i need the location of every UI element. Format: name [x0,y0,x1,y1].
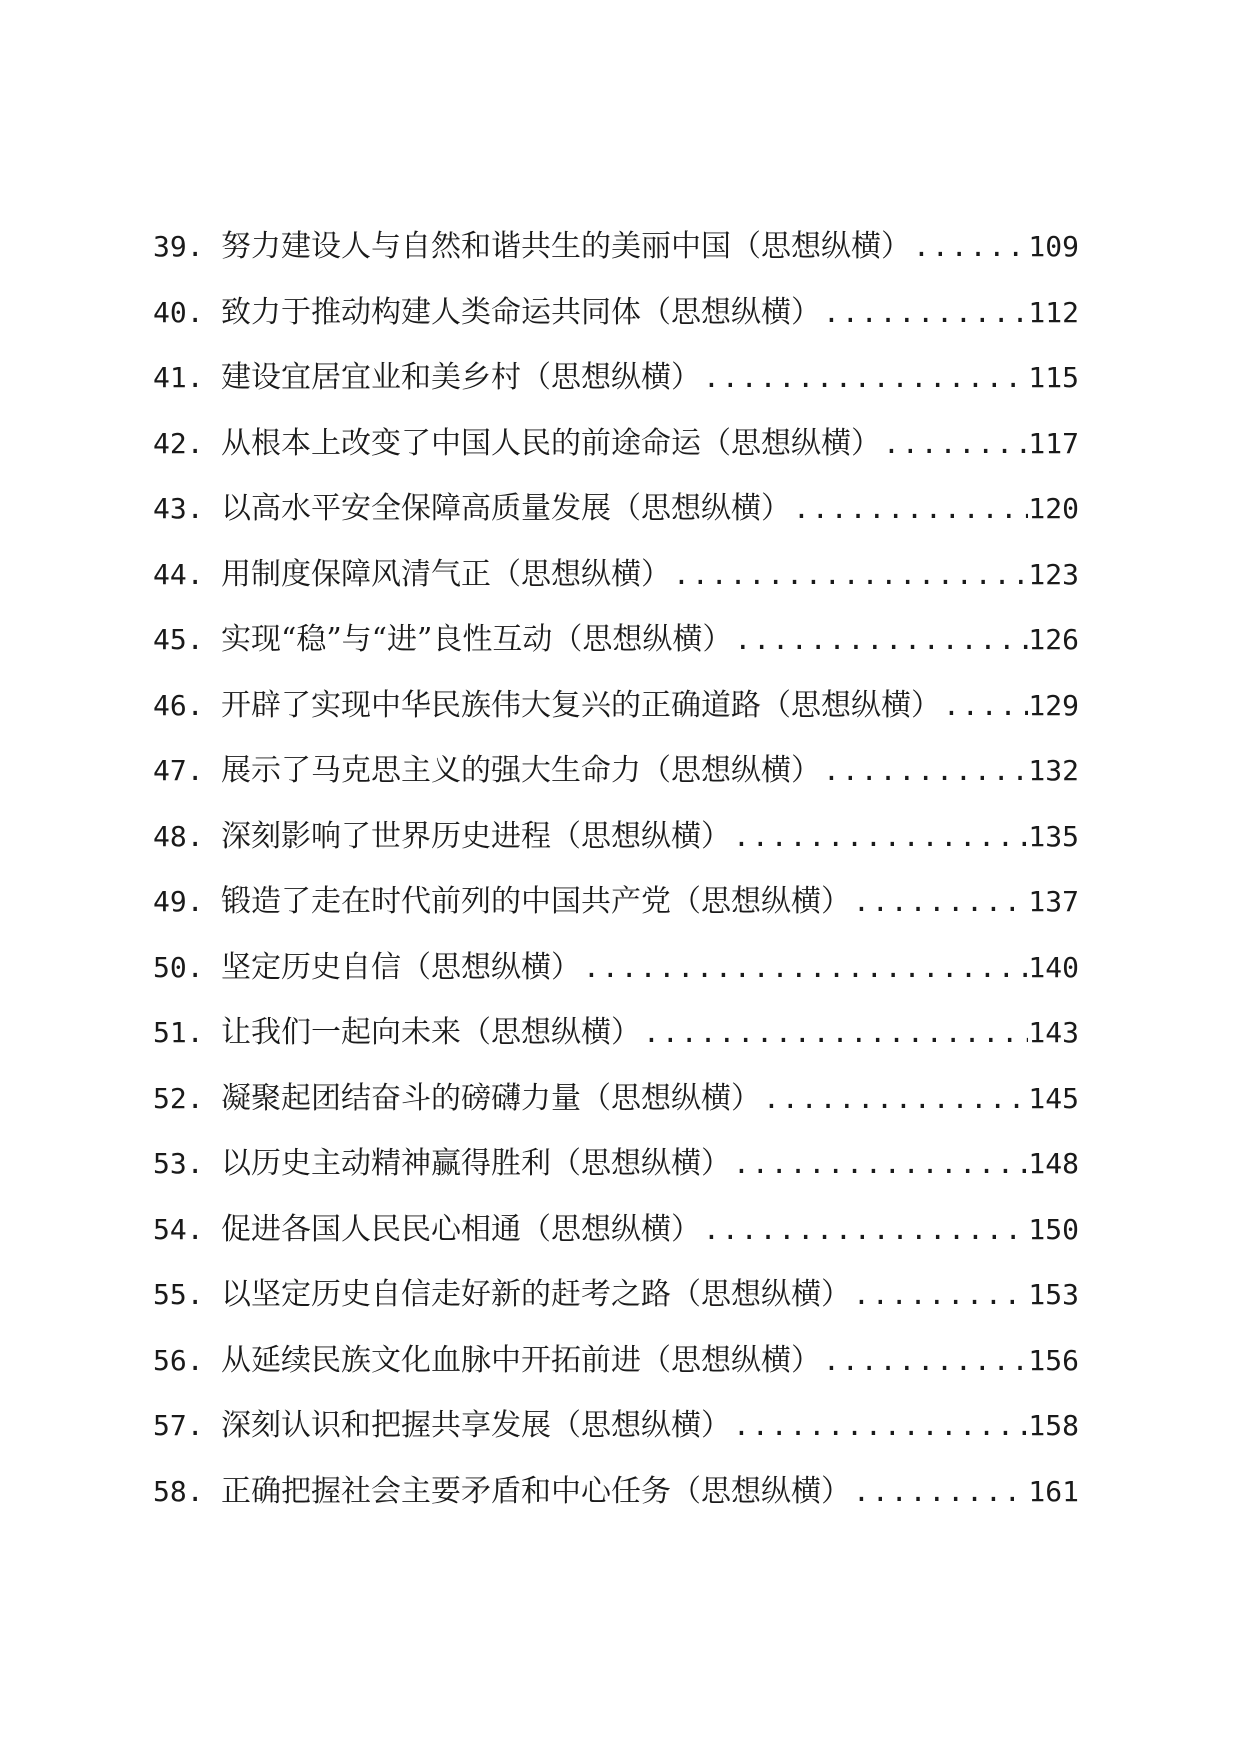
toc-entry-title: 凝聚起团结奋斗的磅礴力量（思想纵横） [221,1080,761,1116]
toc-dot-leader [732,607,1028,673]
toc-entry-55[interactable] [153,1262,1079,1328]
toc-entry-title: 坚定历史自信（思想纵横） [221,949,581,985]
toc-entry-page: 145 [1028,1081,1079,1115]
toc-entry-title: 努力建设人与自然和谐共生的美丽中国（思想纵横） [221,229,911,264]
toc-entry-53[interactable] [153,1131,1079,1197]
toc-entry-47[interactable] [153,738,1079,804]
toc-entry-number: 45. [153,623,204,656]
toc-dot-leader [821,738,1028,804]
toc-entry-page: 150 [1028,1212,1079,1246]
toc-entry-56[interactable] [153,1328,1079,1394]
toc-entry-46[interactable] [153,673,1079,739]
toc-entry-58[interactable] [153,1459,1079,1525]
toc-entry-number: 44. [153,557,204,591]
toc-dot-leader [941,673,1028,739]
toc-entry-title: 深刻认识和把握共享发展（思想纵横） [221,1408,731,1443]
toc-entry-page: 120 [1028,492,1079,525]
toc-entry-number: 58. [153,1474,204,1508]
toc-dot-leader [701,345,1028,411]
toc-entry-number: 40. [153,295,204,329]
toc-entry-number: 52. [153,1081,204,1115]
toc-entry-page: 143 [1028,1016,1079,1049]
toc-entry-page: 161 [1028,1474,1079,1508]
toc-entry-title: 深刻影响了世界历史进程（思想纵横） [221,818,731,854]
toc-entry-51[interactable] [153,1000,1079,1066]
toc-entry-title: 从根本上改变了中国人民的前途命运（思想纵横） [221,425,881,461]
toc-entry-45[interactable] [153,607,1079,673]
toc-entry-number: 43. [153,492,204,525]
toc-dot-leader [881,411,1028,477]
toc-dot-leader [701,1197,1028,1263]
toc-dot-leader [851,869,1028,935]
toc-entry-page: 153 [1028,1278,1079,1311]
toc-dot-leader [731,1393,1028,1459]
toc-entry-title: 以高水平安全保障高质量发展（思想纵横） [221,491,791,526]
toc-entry-page: 137 [1028,885,1079,918]
toc-entry-number: 50. [153,950,204,984]
toc-entry-39[interactable] [153,214,1079,280]
toc-entry-49[interactable] [153,869,1079,935]
toc-dot-leader [821,1328,1028,1394]
toc-entry-54[interactable] [153,1197,1079,1263]
toc-entry-number: 56. [153,1343,204,1377]
toc-entry-title: 以坚定历史自信走好新的赶考之路（思想纵横） [221,1277,851,1312]
toc-entry-number: 53. [153,1147,204,1180]
toc-entry-44[interactable] [153,542,1079,608]
toc-entry-50[interactable] [153,935,1079,1001]
toc-entry-title: 从延续民族文化血脉中开拓前进（思想纵横） [221,1342,821,1378]
toc-entry-52[interactable] [153,1066,1079,1132]
toc-entry-57[interactable] [153,1393,1079,1459]
toc-dot-leader [581,935,1028,1001]
toc-entry-40[interactable] [153,280,1079,346]
toc-entry-number: 49. [153,885,204,918]
toc-entry-title: 锻造了走在时代前列的中国共产党（思想纵横） [221,884,851,919]
toc-entry-title: 让我们一起向未来（思想纵横） [221,1015,641,1050]
toc-entry-title: 用制度保障风清气正（思想纵横） [221,556,671,592]
toc-entry-number: 57. [153,1409,204,1442]
toc-dot-leader [671,542,1028,608]
toc-entry-page: 126 [1028,623,1079,656]
toc-entry-42[interactable] [153,411,1079,477]
toc-entry-43[interactable] [153,476,1079,542]
toc-entry-page: 132 [1028,754,1079,787]
toc-entry-title: 促进各国人民民心相通（思想纵横） [221,1211,701,1247]
toc-dot-leader [731,804,1028,870]
toc-entry-title: 开辟了实现中华民族伟大复兴的正确道路（思想纵横） [221,687,941,723]
toc-entry-number: 54. [153,1212,204,1246]
toc-entry-number: 48. [153,819,204,853]
toc-dot-leader [761,1066,1028,1132]
toc-entry-page: 112 [1028,295,1079,329]
table-of-contents [153,214,1079,1524]
toc-dot-leader [641,1000,1028,1066]
toc-entry-number: 39. [153,230,204,263]
toc-entry-page: 129 [1028,688,1079,722]
toc-entry-title: 实现“稳”与“进”良性互动（思想纵横） [221,622,733,657]
toc-entry-page: 123 [1028,557,1079,591]
toc-entry-page: 109 [1028,230,1079,263]
toc-entry-number: 42. [153,426,204,460]
toc-entry-number: 41. [153,361,204,394]
toc-entry-title: 建设宜居宜业和美乡村（思想纵横） [221,360,701,395]
toc-dot-leader [731,1131,1028,1197]
toc-dot-leader [851,1459,1028,1525]
toc-entry-title: 正确把握社会主要矛盾和中心任务（思想纵横） [221,1473,851,1509]
toc-entry-title: 展示了马克思主义的强大生命力（思想纵横） [221,753,821,788]
toc-entry-41[interactable] [153,345,1079,411]
toc-dot-leader [911,214,1028,280]
toc-entry-number: 51. [153,1016,204,1049]
toc-entry-number: 55. [153,1278,204,1311]
toc-entry-page: 158 [1028,1409,1079,1442]
toc-dot-leader [851,1262,1028,1328]
toc-entry-title: 以历史主动精神赢得胜利（思想纵横） [221,1146,731,1181]
toc-entry-page: 115 [1028,361,1079,394]
toc-entry-page: 135 [1028,819,1079,853]
toc-entry-page: 148 [1028,1147,1079,1180]
toc-entry-title: 致力于推动构建人类命运共同体（思想纵横） [221,294,821,330]
toc-entry-page: 117 [1028,426,1079,460]
toc-entry-48[interactable] [153,804,1079,870]
toc-entry-number: 46. [153,688,204,722]
toc-dot-leader [821,280,1028,346]
toc-entry-page: 140 [1028,950,1079,984]
toc-entry-number: 47. [153,754,204,787]
toc-dot-leader [791,476,1028,542]
toc-entry-page: 156 [1028,1343,1079,1377]
